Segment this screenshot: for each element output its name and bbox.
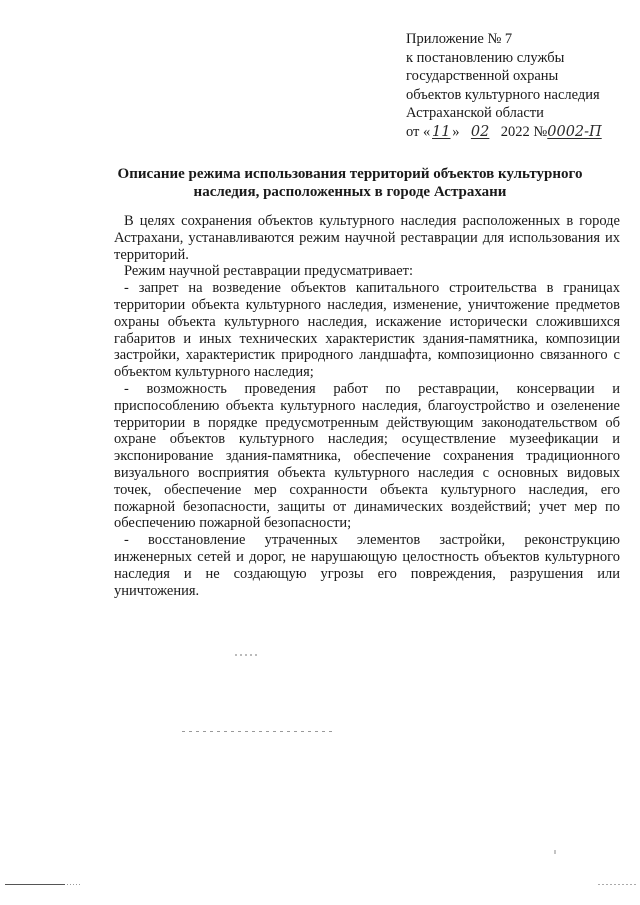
scan-mark <box>554 850 556 854</box>
annex-date-line <box>406 123 626 142</box>
annex-block <box>406 30 626 141</box>
list-item: - возможность проведения работ по реставрации, консервации и приспособлению объекта культурного наследия, благоустройство и озеленение территории в порядке предусмотренным действующим законодательством об охране объектов культурного наследия; осуществление музеефикации и экспонирование здания-памятника, обеспечение сохранения традиционного визуального восприятия объекта культурного наследия с основных видовых точек, обеспечение мер сохранности объекта культурного наследия, его пожарной безопасности, защиты от динамических воздействий; учет мер по обеспечению пожарной безопасности; <box>114 380 620 532</box>
date-month: 02 <box>470 123 490 140</box>
list-item: - восстановление утраченных элементов застройки, реконструкцию инженерных сетей и дорог, не нарушающую целостность объектов культурного наследия и не создающую угрозы его повреждения, разрушения или уничтожения. <box>114 532 620 599</box>
scan-mark <box>182 730 332 733</box>
annex-line-2: к постановлению службы <box>406 49 565 66</box>
annex-line-4: объектов культурного наследия <box>406 86 600 103</box>
scan-mark <box>235 654 257 656</box>
date-year: 2022 № <box>500 123 548 140</box>
intro-paragraph: В целях сохранения объектов культурного наследия расположенных в городе Астрахани, устанавливаются режим научной реставрации для использования их территорий. <box>114 213 620 263</box>
date-prefix: от « <box>406 123 431 140</box>
annex-line-5: Астраханской области <box>406 105 544 121</box>
date-day: 11 <box>432 123 451 140</box>
document-number: 0002-П <box>547 123 602 140</box>
scan-mark <box>598 883 638 886</box>
annex-line-3: государственной охраны <box>406 68 559 84</box>
scan-mark <box>5 883 80 886</box>
annex-number: Приложение № 7 <box>406 31 513 47</box>
document-title: Описание режима использования территорий объектов культурного наследия, расположенных в городе Астрахани <box>117 166 583 200</box>
date-mid: » <box>452 123 460 140</box>
document-body <box>114 213 620 599</box>
lead-paragraph: Режим научной реставрации предусматривает: <box>124 263 414 280</box>
list-item: - запрет на возведение объектов капитального строительства в границах территории объекта культурного наследия, изменение, уничтожение предметов охраны объекта культурного наследия, искажение исторически сложившихся габаритов и иных технических характеристик здания-памятника, композиции застройки, характеристик природного ландшафта, композиционно связанного с объектом культурного наследия; <box>114 280 620 381</box>
